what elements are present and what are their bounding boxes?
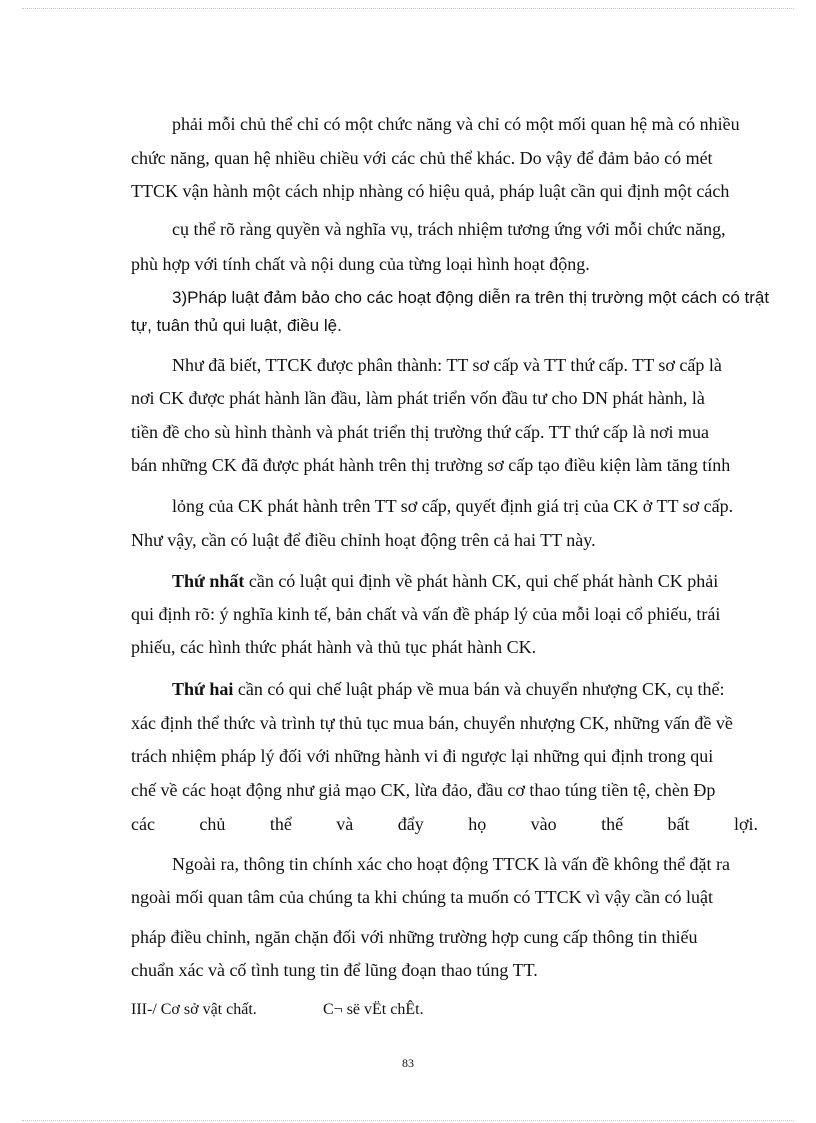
paragraph-line: phiếu, các hình thức phát hành và thủ tục phát hành CK.: [131, 637, 537, 657]
paragraph-line: bán những CK đã được phát hành trên thị trường sơ cấp tạo điều kiện làm tăng tính: [131, 455, 731, 475]
paragraph-line: chế về các hoạt động như giả mạo CK, lừa đảo, đầu cơ thao túng tiền tệ, chèn Ðp: [131, 780, 716, 800]
paragraph-line: TTCK vận hành một cách nhịp nhàng có hiệu quả, pháp luật cần qui định một cách: [131, 181, 730, 201]
paragraph-line: cụ thể rõ ràng quyền và nghĩa vụ, trách nhiệm tương ứng với mỗi chức năng,: [172, 219, 726, 239]
paragraph-line: nơi CK được phát hành lần đầu, làm phát triển vốn đầu tư cho DN phát hành, là: [131, 388, 705, 408]
paragraph-line: xác định thể thức và trình tự thủ tục mua bán, chuyển nhượng CK, những vấn đề về: [131, 713, 733, 733]
second-point-line: [172, 678, 724, 700]
paragraph-line: chức năng, quan hệ nhiều chiều với các chủ thể khác. Do vậy để đảm bảo có mét: [131, 148, 713, 168]
first-point-label: Thứ nhất: [172, 571, 245, 591]
page-number: 83: [402, 1056, 414, 1070]
paragraph-line: Như đã biết, TTCK được phân thành: TT sơ cấp và TT thứ cấp. TT sơ cấp là: [172, 355, 722, 375]
paragraph-line: ngoài mối quan tâm của chúng ta khi chúng ta muốn có TTCK vì vậy cần có luật: [131, 887, 714, 907]
second-point-label: Thứ hai: [172, 679, 234, 699]
first-point-line: [172, 570, 718, 592]
paragraph-line: phù hợp với tính chất và nội dung của từng loại hình hoạt động.: [131, 254, 590, 274]
paragraph-line: lỏng của CK phát hành trên TT sơ cấp, quyết định giá trị của CK ở TT sơ cấp.: [172, 496, 734, 516]
paragraph-line: trách nhiệm pháp lý đối với những hành vi đi ngược lại những qui định trong qui: [131, 746, 714, 766]
point-3-line: tự, tuân thủ qui luật, điều lệ.: [131, 316, 342, 335]
page-border-bottom: [22, 1120, 794, 1121]
paragraph-line-justified: các chủ thể và đẩy họ vào thế bất lợi.: [131, 814, 758, 834]
paragraph-line: chuẩn xác và cố tình tung tin để lũng đoạn thao túng TT.: [131, 960, 538, 980]
paragraph-line: phải mỗi chủ thể chỉ có một chức năng và chỉ có một mối quan hệ mà có nhiều: [172, 114, 740, 134]
first-point-text: cần có luật qui định về phát hành CK, qui chế phát hành CK phải: [244, 571, 719, 591]
paragraph-line: Ngoài ra, thông tin chính xác cho hoạt động TTCK là vấn đề không thể đặt ra: [172, 854, 731, 874]
section-heading-garbled: C¬ së vËt chÊt.: [323, 1001, 424, 1018]
section-heading: III-/ Cơ sở vật chất.: [131, 1001, 257, 1018]
point-3-line: 3)Pháp luật đảm bảo cho các hoạt động diễn ra trên thị trường một cách có trật: [172, 288, 770, 307]
paragraph-line: qui định rõ: ý nghĩa kinh tế, bản chất và vấn đề pháp lý của mỗi loại cổ phiếu, trái: [131, 604, 721, 624]
paragraph-line: pháp điều chỉnh, ngăn chặn đối với những trường hợp cung cấp thông tin thiếu: [131, 927, 698, 947]
second-point-text: cần có qui chế luật pháp về mua bán và chuyển nhượng CK, cụ thể:: [233, 679, 725, 699]
paragraph-line: Như vậy, cần có luật để điều chỉnh hoạt động trên cả hai TT này.: [131, 530, 596, 550]
paragraph-line: tiền đề cho sù hình thành và phát triển thị trường thứ cấp. TT thứ cấp là nơi mua: [131, 422, 710, 442]
